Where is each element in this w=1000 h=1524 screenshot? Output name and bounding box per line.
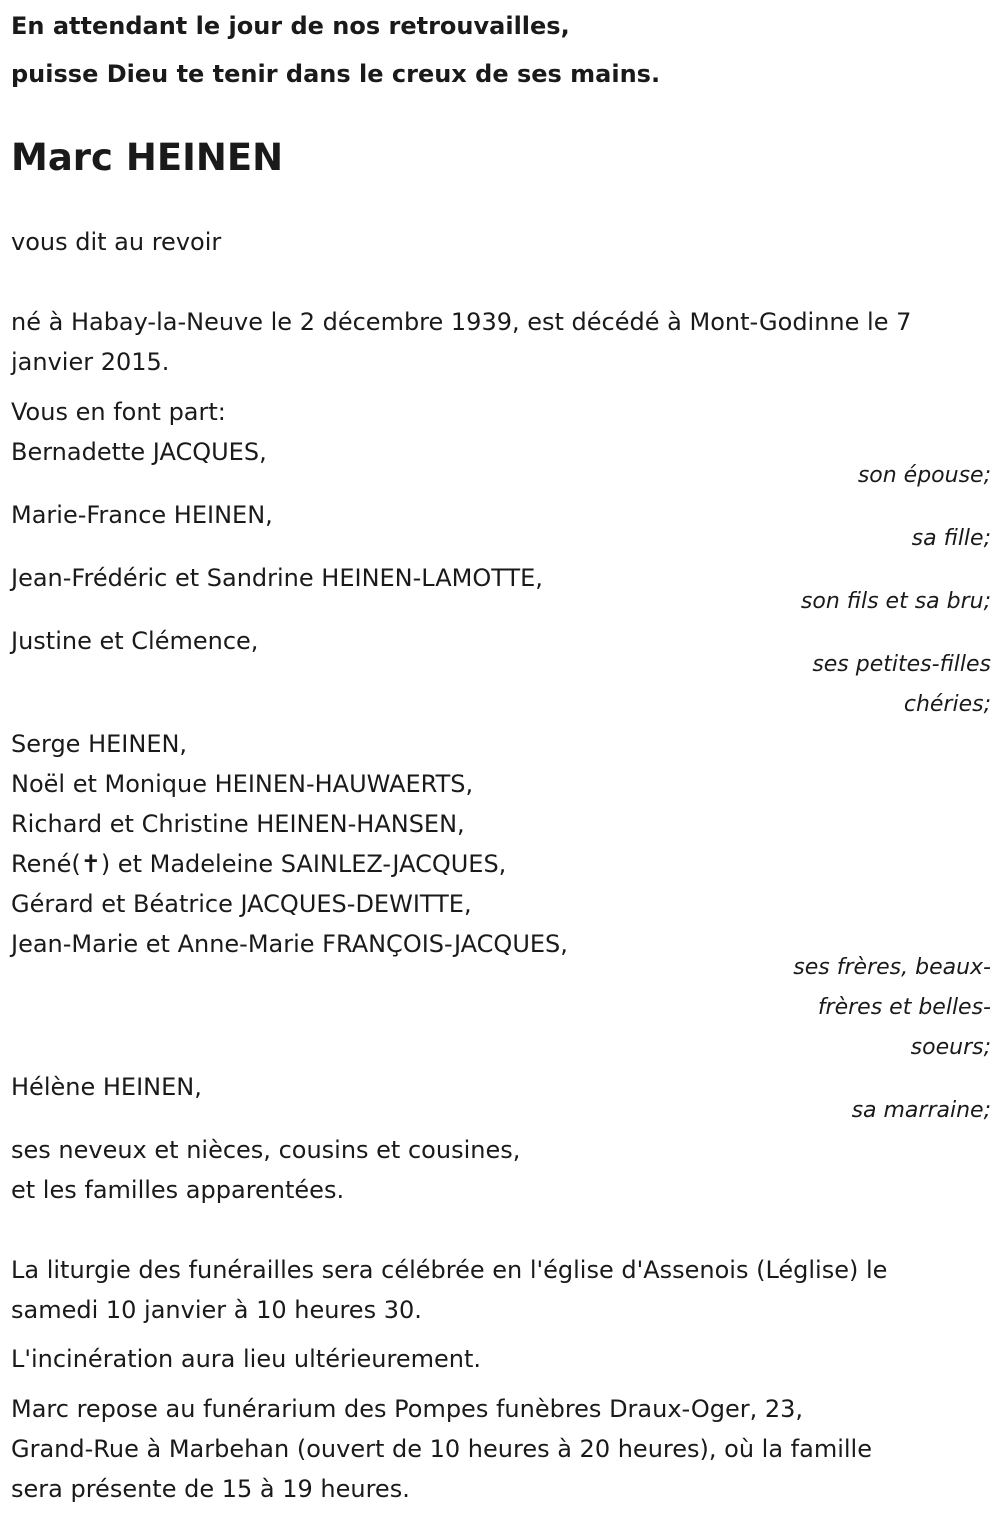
rest-line-2: Grand-Rue à Marbehan (ouvert de 10 heures à 20 heures), où la famille [11,1435,872,1463]
birth-death-line-2: janvier 2015. [11,348,170,376]
family-name-son: Jean-Frédéric et Sandrine HEINEN-LAMOTTE, [11,564,543,592]
others-line-1: ses neveux et nièces, cousins et cousines, [11,1136,521,1164]
rest-line-1: Marc repose au funérarium des Pompes funèbres Draux-Oger, 23, [11,1395,804,1423]
sibling-name: Richard et Christine HEINEN-HANSEN, [11,810,465,838]
verse-line-2: puisse Dieu te tenir dans le creux de ses mains. [11,60,661,88]
godmother-relation: sa marraine; [851,1098,991,1123]
siblings-relation-2: frères et belles- [817,995,991,1020]
sibling-name: Noël et Monique HEINEN-HAUWAERTS, [11,770,474,798]
birth-death-line-1: né à Habay-la-Neuve le 2 décembre 1939, est décédé à Mont-Godinne le 7 [11,308,912,336]
family-relation-spouse: son épouse; [857,463,991,488]
liturgy-line-1: La liturgie des funérailles sera célébrée en l'église d'Assenois (Léglise) le [11,1256,888,1284]
cremation-text: L'incinération aura lieu ultérieurement. [11,1345,481,1373]
sibling-name: Gérard et Béatrice JACQUES-DEWITTE, [11,890,472,918]
others-line-2: et les familles apparentées. [11,1176,345,1204]
family-relation-granddaughters-2: chéries; [903,692,991,717]
rest-line-3: sera présente de 15 à 19 heures. [11,1475,410,1503]
family-relation-son: son fils et sa bru; [800,589,991,614]
family-name-granddaughters: Justine et Clémence, [11,627,259,655]
liturgy-line-2: samedi 10 janvier à 10 heures 30. [11,1296,422,1324]
farewell-text: vous dit au revoir [11,228,222,256]
sibling-name: Jean-Marie et Anne-Marie FRANÇOIS-JACQUES, [11,930,568,958]
family-name-spouse: Bernadette JACQUES, [11,438,267,466]
siblings-relation-3: soeurs; [910,1035,991,1060]
family-name-daughter: Marie-France HEINEN, [11,501,273,529]
family-relation-daughter: sa fille; [911,526,991,551]
siblings-relation-1: ses frères, beaux- [793,955,991,980]
verse-line-1: En attendant le jour de nos retrouvailles, [11,12,570,40]
godmother-name: Hélène HEINEN, [11,1073,202,1101]
deceased-name: Marc HEINEN [11,136,284,179]
sibling-name: Serge HEINEN, [11,730,188,758]
family-relation-granddaughters-1: ses petites-filles [812,652,991,677]
sibling-name: René(✝) et Madeleine SAINLEZ-JACQUES, [11,850,507,878]
announce-intro: Vous en font part: [11,398,226,426]
